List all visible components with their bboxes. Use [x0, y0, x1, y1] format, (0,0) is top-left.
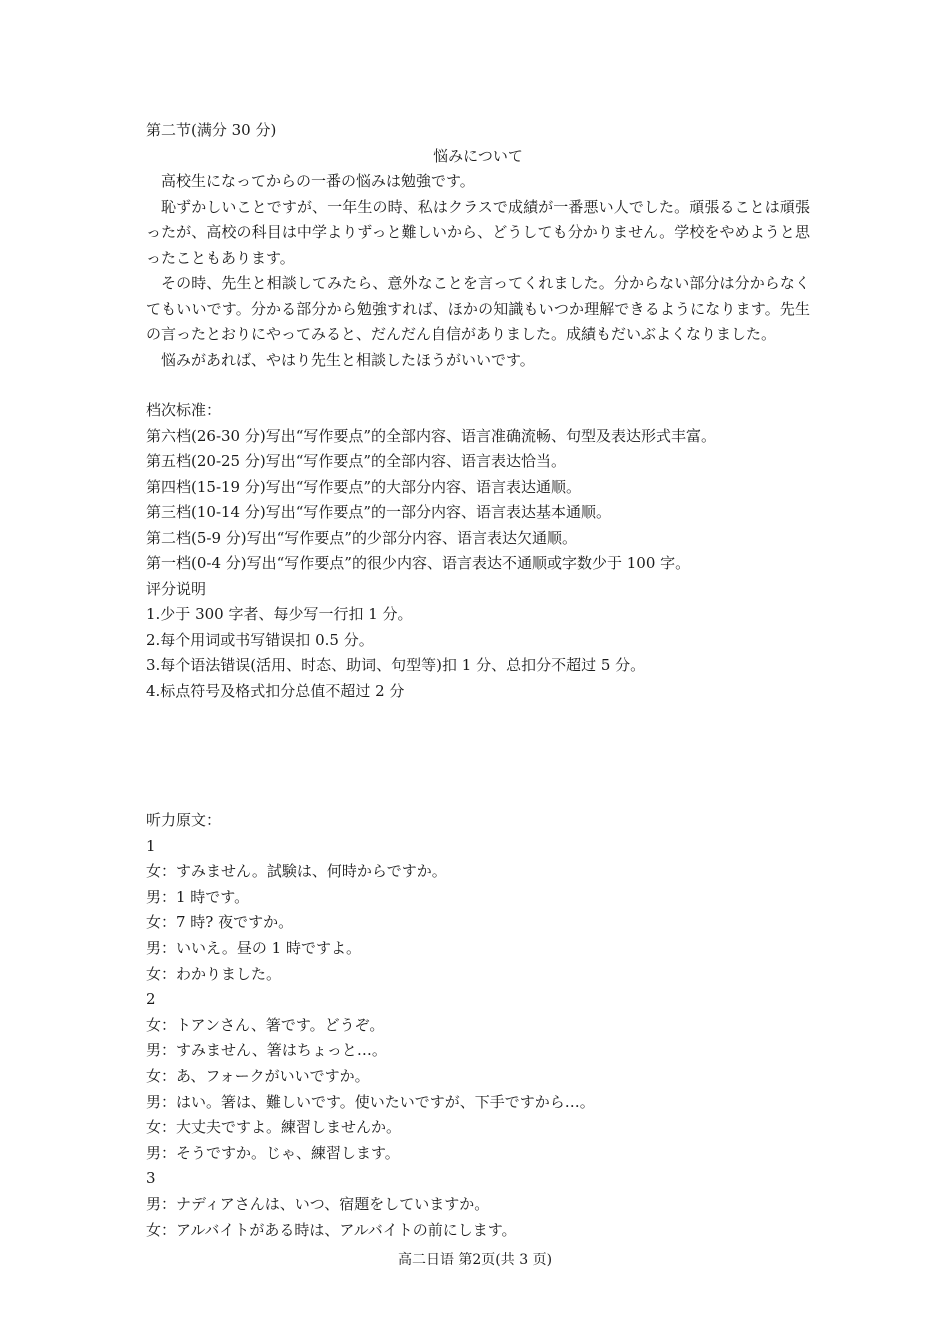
dialog-number: 2	[146, 990, 156, 1009]
dialog-line: 男：そうですか。じゃ、練習します。	[146, 1143, 400, 1162]
essay-paragraph: 悩みがあれば、やはり先生と相談したほうがいいです。	[161, 350, 535, 369]
essay-paragraph: 高校生になってからの一番の悩みは勉強です。	[161, 172, 475, 190]
section-heading: 第二节(满分 30 分)	[146, 121, 277, 139]
essay-title: 悩みについて	[433, 146, 523, 165]
dialog-line: 男：すみません、箸はちょっと…。	[146, 1041, 387, 1060]
dialog-line: 女：わかりました。	[146, 964, 282, 983]
dialog-line: 男：はい。箸は、難しいです。使いたいですが、下手ですから…。	[146, 1092, 595, 1111]
grading-level: 第四档(15-19 分)写出“写作要点”的大部分内容、语言表达通顺。	[146, 477, 582, 496]
grading-heading: 档次标准：	[146, 401, 222, 419]
notes-heading: 评分说明	[146, 579, 207, 598]
grading-level: 第一档(0-4 分)写出“写作要点”的很少内容、语言表达不通顺或字数少于 100 字。	[146, 554, 691, 572]
dialog-line: 女：あ、フォークがいいですか。	[146, 1066, 370, 1085]
spacer	[146, 373, 810, 398]
document-page	[146, 118, 810, 1243]
essay-paragraph: その時、先生と相談してみたら、意外なことを言ってくれました。分からない部分は分からなくてもいいです。分かる部分から勉強すれば、ほかの知識もいつか理解できるようになります。先生の言ったとおりにやってみると、だんだん自信がありました。成績もだいぶよくなりました。	[146, 274, 810, 343]
dialog-line: 女：すみません。試験は、何時からですか。	[146, 862, 447, 881]
dialog-line: 男：ナディアさんは、いつ、宿題をしていますか。	[146, 1194, 490, 1213]
grading-level: 第三档(10-14 分)写出“写作要点”的一部分内容、语言表达基本通顺。	[146, 503, 612, 521]
listening-heading: 听力原文：	[146, 811, 222, 829]
dialog-number: 3	[146, 1169, 156, 1188]
dialog-line: 女：アルバイトがある時は、アルバイトの前にします。	[146, 1220, 517, 1239]
dialog-line: 女：大丈夫ですよ。練習しませんか。	[146, 1118, 402, 1137]
grading-level: 第五档(20-25 分)写出“写作要点”的全部内容、语言表达恰当。	[146, 452, 567, 470]
dialog-line: 男：1 時です。	[146, 887, 250, 906]
grading-note: 1.少于 300 字者、每少写一行扣 1 分。	[146, 605, 413, 623]
grading-note: 2.每个用词或书写错误扣 0.5 分。	[146, 630, 374, 649]
essay-paragraph: 恥ずかしいことですが、一年生の時、私はクラスで成績が一番悪い人でした。頑張ることは頑張ったが、高校の科目は中学よりずっと難しいから、どうしても分かりません。学校をやめようと思ったこともあります。	[146, 197, 810, 267]
grading-note: 4.标点符号及格式扣分总值不超过 2 分	[146, 681, 405, 700]
grading-level: 第二档(5-9 分)写出“写作要点”的少部分内容、语言表达欠通顺。	[146, 528, 577, 547]
page-footer: 高二日语 第2页(共 3 页)	[397, 1252, 553, 1268]
dialog-number: 1	[146, 836, 156, 855]
spacer	[146, 704, 810, 808]
grading-note: 3.每个语法错误(活用、时态、助词、句型等)扣 1 分、总扣分不超过 5 分。	[146, 656, 646, 674]
grading-level: 第六档(26-30 分)写出“写作要点”的全部内容、语言准确流畅、句型及表达形式丰富。	[146, 426, 717, 445]
dialog-line: 女：7 時? 夜ですか。	[146, 913, 294, 932]
dialog-line: 男：いいえ。昼の 1 時ですよ。	[146, 938, 361, 957]
dialog-line: 女：トアンさん、箸です。どうぞ。	[146, 1015, 385, 1034]
